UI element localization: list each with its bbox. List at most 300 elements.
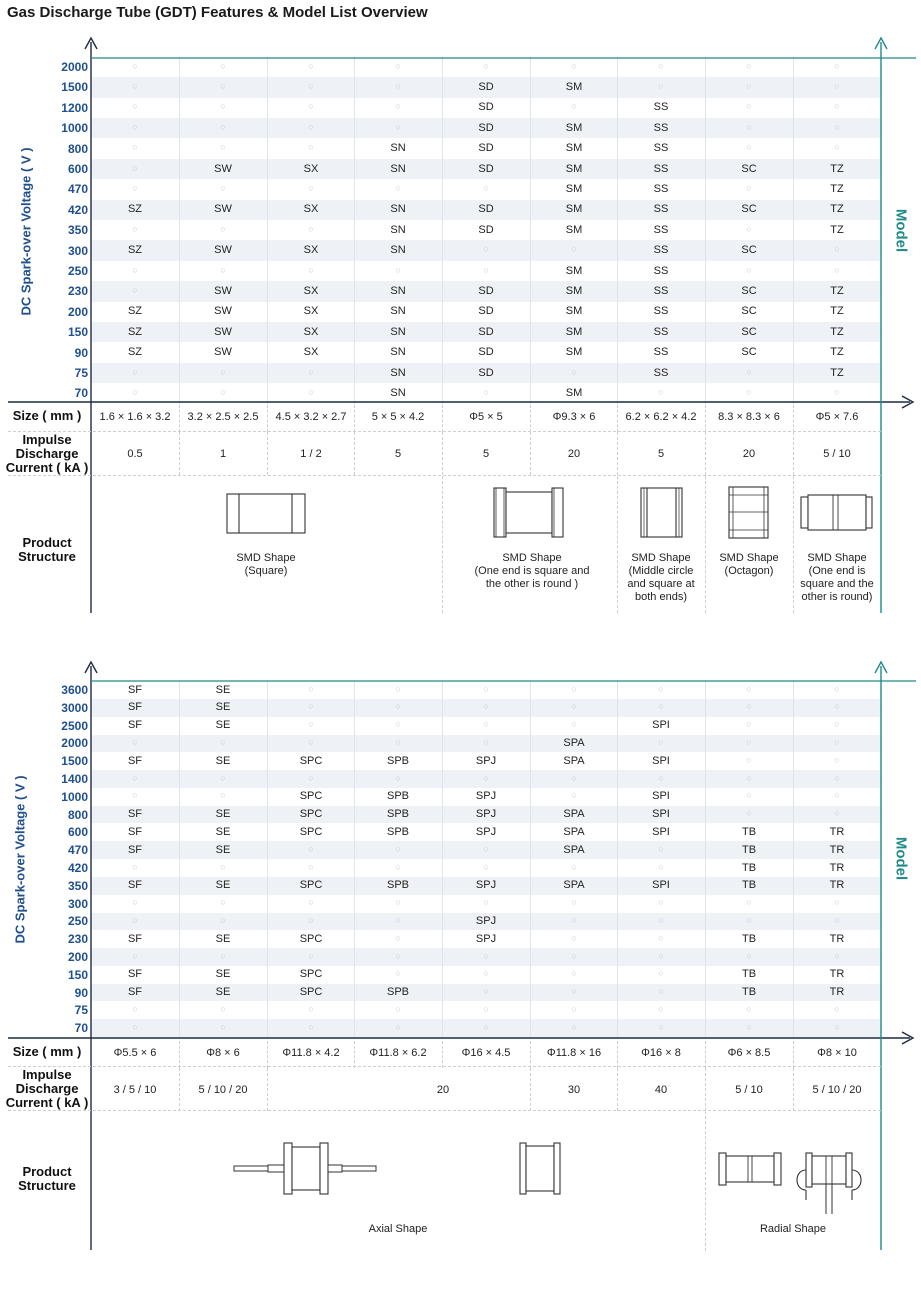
- model-code-cell: SPI: [652, 879, 670, 892]
- model-code-cell: SPB: [386, 790, 409, 803]
- empty-cell-marker: ○: [132, 772, 138, 783]
- empty-cell-marker: ○: [395, 950, 401, 961]
- empty-cell-marker: ○: [483, 182, 489, 193]
- voltage-label: 200: [67, 304, 88, 319]
- model-code-cell: TZ: [830, 162, 844, 175]
- structure-caption-radial: Radial Shape: [759, 1223, 827, 1235]
- model-code-cell: SE: [215, 701, 231, 714]
- empty-cell-marker: ○: [746, 897, 752, 908]
- model-code-cell: SC: [741, 203, 757, 216]
- model-code-cell: TR: [829, 879, 845, 892]
- empty-cell-marker: ○: [834, 60, 840, 71]
- structure-caption-square: SMD Shape (Square): [236, 552, 296, 577]
- model-code-cell: SS: [653, 223, 669, 236]
- empty-cell-marker: ○: [746, 1003, 752, 1014]
- impulse-label-line: Discharge: [15, 1081, 79, 1096]
- voltage-label: 420: [67, 861, 88, 875]
- model-code-cell: SPI: [652, 754, 670, 767]
- model-code-cell: SPA: [563, 754, 585, 767]
- model-code-cell: SM: [565, 305, 583, 318]
- empty-cell-marker: ○: [220, 897, 226, 908]
- model-code-cell: SW: [214, 325, 232, 338]
- model-code-cell: SM: [565, 182, 583, 195]
- empty-cell-marker: ○: [571, 914, 577, 925]
- model-code-cell: SC: [741, 325, 757, 338]
- model-code-cell: SPA: [563, 808, 585, 821]
- model-code-cell: SF: [127, 968, 143, 981]
- empty-cell-marker: ○: [220, 182, 226, 193]
- empty-cell-marker: ○: [395, 736, 401, 747]
- model-code-cell: SPJ: [475, 790, 497, 803]
- empty-cell-marker: ○: [746, 386, 752, 397]
- model-code-cell: SS: [653, 101, 669, 114]
- model-code-cell: SN: [390, 244, 406, 257]
- empty-cell-marker: ○: [132, 950, 138, 961]
- impulse-current-value: 5: [657, 448, 665, 460]
- empty-cell-marker: ○: [395, 897, 401, 908]
- empty-cell-marker: ○: [483, 772, 489, 783]
- model-code-cell: SPC: [299, 879, 323, 892]
- impulse-current-value: 30: [567, 1084, 581, 1096]
- empty-cell-marker: ○: [308, 897, 314, 908]
- empty-cell-marker: ○: [483, 244, 489, 255]
- size-value: Φ5 × 7.6: [815, 411, 859, 423]
- empty-cell-marker: ○: [308, 861, 314, 872]
- empty-cell-marker: ○: [308, 182, 314, 193]
- impulse-current-value: 5 / 10 / 20: [198, 1084, 248, 1096]
- empty-cell-marker: ○: [483, 719, 489, 730]
- impulse-current-value: 0.5: [127, 448, 143, 460]
- empty-cell-marker: ○: [132, 80, 138, 91]
- voltage-label: 250: [67, 264, 88, 278]
- empty-cell-marker: ○: [395, 1003, 401, 1014]
- empty-cell-marker: ○: [483, 861, 489, 872]
- empty-cell-marker: ○: [308, 223, 314, 234]
- model-code-cell: SM: [565, 203, 583, 216]
- model-code-cell: SD: [478, 80, 494, 93]
- empty-cell-marker: ○: [395, 1021, 401, 1032]
- impulse-label-line: Current ( kA ): [5, 460, 89, 475]
- empty-cell-marker: ○: [220, 914, 226, 925]
- model-code-cell: SZ: [127, 325, 143, 338]
- model-code-cell: TR: [829, 932, 845, 945]
- empty-cell-marker: ○: [308, 719, 314, 730]
- empty-cell-marker: ○: [834, 808, 840, 819]
- model-code-cell: SZ: [127, 305, 143, 318]
- voltage-label: 2000: [61, 60, 88, 74]
- model-code-cell: SPC: [299, 754, 323, 767]
- model-code-cell: SD: [478, 121, 494, 134]
- model-code-cell: SPI: [652, 790, 670, 803]
- model-code-cell: SM: [565, 284, 583, 297]
- model-code-cell: SE: [215, 825, 231, 838]
- voltage-label: 3600: [61, 683, 88, 697]
- empty-cell-marker: ○: [658, 861, 664, 872]
- voltage-label: 3000: [61, 700, 88, 715]
- empty-cell-marker: ○: [658, 386, 664, 397]
- empty-cell-marker: ○: [220, 264, 226, 275]
- structure-caption-square-round: SMD Shape (One end is square and the other is round ): [474, 552, 590, 590]
- empty-cell-marker: ○: [220, 1003, 226, 1014]
- empty-cell-marker: ○: [746, 808, 752, 819]
- voltage-label: 70: [74, 386, 88, 401]
- empty-cell-marker: ○: [220, 950, 226, 961]
- empty-cell-marker: ○: [220, 386, 226, 397]
- model-code-cell: SF: [127, 879, 143, 892]
- empty-cell-marker: ○: [308, 683, 314, 694]
- empty-cell-marker: ○: [308, 264, 314, 275]
- empty-cell-marker: ○: [571, 790, 577, 801]
- model-code-cell: SPA: [563, 843, 585, 856]
- column-divider: [442, 1041, 443, 1068]
- empty-cell-marker: ○: [571, 719, 577, 730]
- empty-cell-marker: ○: [308, 366, 314, 377]
- empty-cell-marker: ○: [571, 861, 577, 872]
- empty-cell-marker: ○: [746, 683, 752, 694]
- model-code-cell: SZ: [127, 346, 143, 359]
- model-code-cell: TB: [741, 825, 757, 838]
- voltage-label: 70: [74, 1021, 88, 1036]
- empty-cell-marker: ○: [834, 121, 840, 132]
- empty-cell-marker: ○: [395, 719, 401, 730]
- column-divider: [793, 1041, 794, 1068]
- model-code-cell: TB: [741, 986, 757, 999]
- model-code-cell: SS: [653, 142, 669, 155]
- empty-cell-marker: ○: [395, 843, 401, 854]
- model-code-cell: SE: [215, 968, 231, 981]
- model-code-cell: SPJ: [475, 914, 497, 927]
- row-divider: [8, 1066, 881, 1067]
- voltage-label: 230: [67, 932, 88, 947]
- size-value: Φ9.3 × 6: [552, 411, 596, 423]
- empty-cell-marker: ○: [220, 772, 226, 783]
- model-code-cell: SF: [127, 843, 143, 856]
- empty-cell-marker: ○: [658, 60, 664, 71]
- model-code-cell: SD: [478, 284, 494, 297]
- axial-icon: [232, 1141, 380, 1197]
- empty-cell-marker: ○: [834, 1021, 840, 1032]
- model-code-cell: SD: [478, 203, 494, 216]
- model-code-cell: SPB: [386, 879, 409, 892]
- structure-label-line: Structure: [18, 549, 76, 564]
- model-code-cell: SPJ: [475, 754, 497, 767]
- impulse-current-value: 3 / 5 / 10: [113, 1084, 157, 1096]
- model-code-cell: SD: [478, 346, 494, 359]
- empty-cell-marker: ○: [834, 736, 840, 747]
- empty-cell-marker: ○: [395, 182, 401, 193]
- model-code-cell: SX: [303, 203, 319, 216]
- model-code-cell: SS: [653, 325, 669, 338]
- empty-cell-marker: ○: [658, 80, 664, 91]
- empty-cell-marker: ○: [308, 950, 314, 961]
- model-code-cell: SW: [214, 162, 232, 175]
- model-code-cell: SC: [741, 162, 757, 175]
- empty-cell-marker: ○: [571, 101, 577, 112]
- empty-cell-marker: ○: [746, 182, 752, 193]
- structure-label-line: Product: [22, 1164, 72, 1179]
- size-value: Φ5.5 × 6: [113, 1047, 157, 1059]
- voltage-label: 470: [67, 843, 88, 858]
- empty-cell-marker: ○: [658, 843, 664, 854]
- empty-cell-marker: ○: [132, 162, 138, 173]
- empty-cell-marker: ○: [308, 843, 314, 854]
- empty-cell-marker: ○: [395, 683, 401, 694]
- voltage-label: 2000: [61, 736, 88, 751]
- model-axis-label: Model: [892, 208, 910, 253]
- size-row-label: Size ( mm ): [12, 408, 82, 423]
- empty-cell-marker: ○: [834, 142, 840, 153]
- model-code-cell: SS: [653, 346, 669, 359]
- empty-cell-marker: ○: [746, 701, 752, 712]
- empty-cell-marker: ○: [571, 932, 577, 943]
- voltage-label: 150: [67, 967, 88, 982]
- page-title: Gas Discharge Tube (GDT) Features & Model List Overview: [7, 4, 428, 21]
- model-code-cell: SPB: [386, 808, 409, 821]
- model-code-cell: SPA: [563, 736, 585, 749]
- model-code-cell: TB: [741, 879, 757, 892]
- column-divider: [530, 1041, 531, 1068]
- voltage-label: 600: [67, 162, 88, 176]
- empty-cell-marker: ○: [571, 897, 577, 908]
- axial-icon: [519, 1142, 563, 1196]
- model-code-cell: SF: [127, 754, 143, 767]
- empty-cell-marker: ○: [571, 1021, 577, 1032]
- radial-icon: [718, 1152, 782, 1188]
- empty-cell-marker: ○: [658, 914, 664, 925]
- empty-cell-marker: ○: [220, 80, 226, 91]
- model-code-cell: SPC: [299, 808, 323, 821]
- impulse-label-line: Current ( kA ): [5, 1095, 89, 1110]
- model-code-cell: SX: [303, 162, 319, 175]
- model-code-cell: TR: [829, 986, 845, 999]
- impulse-current-value: 5 / 10 / 20: [812, 1084, 862, 1096]
- model-code-cell: SW: [214, 244, 232, 257]
- model-code-cell: SN: [390, 142, 406, 155]
- model-code-cell: TR: [829, 825, 845, 838]
- model-code-cell: SS: [653, 366, 669, 379]
- empty-cell-marker: ○: [658, 968, 664, 979]
- empty-cell-marker: ○: [746, 914, 752, 925]
- empty-cell-marker: ○: [132, 284, 138, 295]
- model-code-cell: SX: [303, 305, 319, 318]
- empty-cell-marker: ○: [308, 1021, 314, 1032]
- model-code-cell: SD: [478, 366, 494, 379]
- impulse-current-value: 5 / 10: [823, 448, 851, 460]
- empty-cell-marker: ○: [834, 80, 840, 91]
- empty-cell-marker: ○: [834, 244, 840, 255]
- model-code-cell: SD: [478, 325, 494, 338]
- model-code-cell: SM: [565, 386, 583, 399]
- empty-cell-marker: ○: [132, 1003, 138, 1014]
- column-divider: [617, 1068, 618, 1111]
- empty-cell-marker: ○: [834, 772, 840, 783]
- empty-cell-marker: ○: [483, 60, 489, 71]
- model-code-cell: SN: [390, 305, 406, 318]
- model-code-cell: SS: [653, 162, 669, 175]
- empty-cell-marker: ○: [571, 244, 577, 255]
- model-code-cell: SM: [565, 121, 583, 134]
- empty-cell-marker: ○: [571, 950, 577, 961]
- empty-cell-marker: ○: [132, 1021, 138, 1032]
- model-code-cell: SW: [214, 346, 232, 359]
- model-code-cell: SE: [215, 683, 231, 696]
- model-code-cell: SN: [390, 346, 406, 359]
- empty-cell-marker: ○: [746, 950, 752, 961]
- empty-cell-marker: ○: [483, 1021, 489, 1032]
- empty-cell-marker: ○: [746, 101, 752, 112]
- model-code-cell: SPC: [299, 968, 323, 981]
- empty-cell-marker: ○: [132, 121, 138, 132]
- structure-caption-axial: Axial Shape: [368, 1223, 428, 1235]
- size-value: Φ11.8 × 16: [546, 1047, 602, 1059]
- impulse-current-value: 20: [742, 448, 756, 460]
- empty-cell-marker: ○: [308, 914, 314, 925]
- model-code-cell: SX: [303, 325, 319, 338]
- size-value: 6.2 × 6.2 × 4.2: [625, 411, 697, 423]
- size-value: 5 × 5 × 4.2: [371, 411, 425, 423]
- model-code-cell: TZ: [830, 182, 844, 195]
- voltage-label: 1500: [61, 80, 88, 95]
- empty-cell-marker: ○: [483, 683, 489, 694]
- empty-cell-marker: ○: [132, 60, 138, 71]
- size-value: 1.6 × 1.6 × 3.2: [99, 411, 171, 423]
- empty-cell-marker: ○: [571, 60, 577, 71]
- impulse-current-value: 40: [654, 1084, 668, 1096]
- structure-caption-middle-circle: SMD Shape (Middle circle and square at both ends): [627, 552, 695, 603]
- voltage-label: 250: [67, 914, 88, 929]
- model-code-cell: SM: [565, 223, 583, 236]
- empty-cell-marker: ○: [571, 1003, 577, 1014]
- impulse-current-value: 5 / 10: [735, 1084, 763, 1096]
- size-value: 3.2 × 2.5 × 2.5: [187, 411, 259, 423]
- column-divider: [705, 1041, 706, 1068]
- structure-caption-octagon: SMD Shape (Octagon): [719, 552, 779, 577]
- empty-cell-marker: ○: [746, 142, 752, 153]
- empty-cell-marker: ○: [834, 1003, 840, 1014]
- empty-cell-marker: ○: [132, 736, 138, 747]
- empty-cell-marker: ○: [746, 1021, 752, 1032]
- column-divider: [179, 1068, 180, 1111]
- empty-cell-marker: ○: [308, 1003, 314, 1014]
- impulse-current-value: 1: [219, 448, 227, 460]
- model-code-cell: SW: [214, 203, 232, 216]
- model-code-cell: SPJ: [475, 825, 497, 838]
- empty-cell-marker: ○: [132, 897, 138, 908]
- empty-cell-marker: ○: [834, 897, 840, 908]
- radial-icon: [792, 1150, 866, 1216]
- empty-cell-marker: ○: [658, 683, 664, 694]
- column-divider: [530, 1068, 531, 1111]
- voltage-label: 300: [67, 896, 88, 911]
- model-code-cell: TZ: [830, 223, 844, 236]
- empty-cell-marker: ○: [658, 1021, 664, 1032]
- model-code-cell: SM: [565, 80, 583, 93]
- model-code-cell: SF: [127, 825, 143, 838]
- voltage-label: 800: [67, 141, 88, 156]
- model-code-cell: SPC: [299, 825, 323, 838]
- empty-cell-marker: ○: [834, 754, 840, 765]
- voltage-label: 2500: [61, 718, 88, 733]
- size-row-label: Size ( mm ): [12, 1044, 82, 1059]
- empty-cell-marker: ○: [220, 736, 226, 747]
- voltage-label: 90: [74, 985, 88, 1000]
- model-code-cell: SF: [127, 701, 143, 714]
- model-code-cell: SS: [653, 182, 669, 195]
- model-code-cell: SS: [653, 305, 669, 318]
- model-code-cell: TZ: [830, 203, 844, 216]
- model-code-cell: SM: [565, 142, 583, 155]
- empty-cell-marker: ○: [483, 1003, 489, 1014]
- model-code-cell: SD: [478, 162, 494, 175]
- model-code-cell: SS: [653, 203, 669, 216]
- size-value: 4.5 × 3.2 × 2.7: [275, 411, 347, 423]
- empty-cell-marker: ○: [746, 60, 752, 71]
- model-axis-label: Model: [892, 836, 910, 881]
- model-code-cell: SPJ: [475, 879, 497, 892]
- model-code-cell: SE: [215, 986, 231, 999]
- model-code-cell: SPC: [299, 986, 323, 999]
- empty-cell-marker: ○: [308, 772, 314, 783]
- model-code-cell: TZ: [830, 325, 844, 338]
- impulse-current-value: 1 / 2: [300, 448, 322, 460]
- empty-cell-marker: ○: [483, 986, 489, 997]
- empty-cell-marker: ○: [395, 60, 401, 71]
- model-code-cell: SPB: [386, 754, 409, 767]
- column-divider: [793, 1068, 794, 1111]
- voltage-label: 200: [67, 950, 88, 964]
- model-code-cell: SN: [390, 325, 406, 338]
- row-divider: [8, 1110, 881, 1111]
- model-code-cell: SE: [215, 843, 231, 856]
- model-code-cell: TR: [829, 843, 845, 856]
- voltage-label: 600: [67, 825, 88, 840]
- empty-cell-marker: ○: [658, 986, 664, 997]
- empty-cell-marker: ○: [658, 701, 664, 712]
- model-code-cell: SE: [215, 719, 231, 732]
- empty-cell-marker: ○: [395, 101, 401, 112]
- model-code-cell: SM: [565, 264, 583, 277]
- empty-cell-marker: ○: [132, 914, 138, 925]
- empty-cell-marker: ○: [746, 264, 752, 275]
- impulse-current-value: 20: [567, 448, 581, 460]
- empty-cell-marker: ○: [571, 772, 577, 783]
- empty-cell-marker: ○: [483, 843, 489, 854]
- empty-cell-marker: ○: [658, 932, 664, 943]
- voltage-label: 75: [74, 1003, 88, 1018]
- empty-cell-marker: ○: [746, 772, 752, 783]
- empty-cell-marker: ○: [220, 1021, 226, 1032]
- voltage-label: 1000: [61, 121, 88, 136]
- model-code-cell: SM: [565, 162, 583, 175]
- model-code-cell: SPJ: [475, 932, 497, 945]
- empty-cell-marker: ○: [308, 142, 314, 153]
- model-code-cell: SF: [127, 932, 143, 945]
- empty-cell-marker: ○: [220, 142, 226, 153]
- empty-cell-marker: ○: [483, 968, 489, 979]
- column-divider: [267, 1041, 268, 1068]
- empty-cell-marker: ○: [308, 736, 314, 747]
- model-code-cell: SE: [215, 879, 231, 892]
- empty-cell-marker: ○: [220, 223, 226, 234]
- empty-cell-marker: ○: [834, 914, 840, 925]
- empty-cell-marker: ○: [308, 80, 314, 91]
- empty-cell-marker: ○: [220, 861, 226, 872]
- voltage-label: 230: [67, 284, 88, 299]
- model-code-cell: SC: [741, 346, 757, 359]
- model-code-cell: TZ: [830, 305, 844, 318]
- empty-cell-marker: ○: [571, 701, 577, 712]
- model-code-cell: SN: [390, 203, 406, 216]
